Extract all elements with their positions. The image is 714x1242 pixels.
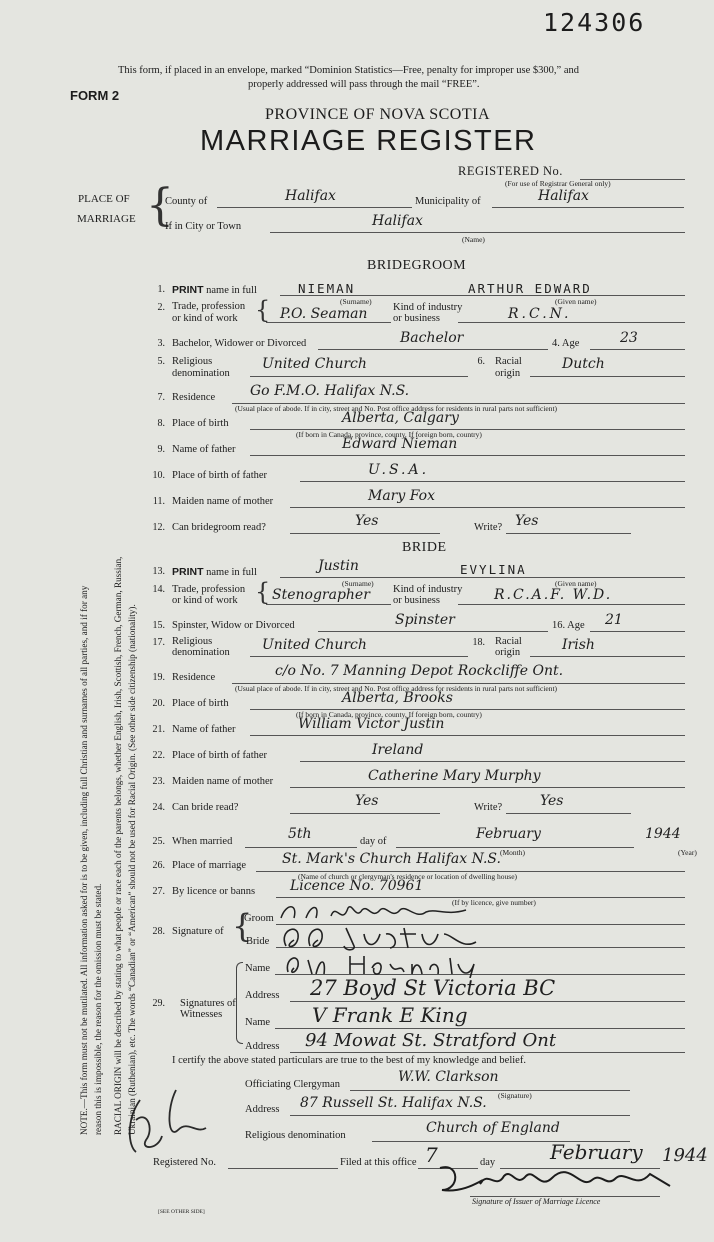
witness1-name-label: Name bbox=[245, 963, 271, 974]
father-birthplace-label: Place of birth of father bbox=[172, 470, 268, 481]
mail-notice-line-2: properly addressed will pass through the mail “FREE”. bbox=[248, 79, 480, 90]
side-note-line-2: reason this is impossible, the reason for the omission must be stated. bbox=[93, 883, 103, 1135]
item-number: 21. bbox=[152, 724, 165, 735]
licence-value: Licence No. 70961 bbox=[290, 878, 424, 894]
clergy-address-label: Address bbox=[245, 1104, 280, 1115]
residence-label: Residence bbox=[172, 672, 216, 683]
racial-label-1: Racial bbox=[495, 636, 522, 647]
licence-label: By licence or banns bbox=[172, 886, 256, 897]
residence-label: Residence bbox=[172, 392, 216, 403]
marriage-place-label: Place of marriage bbox=[172, 860, 247, 871]
bride-racial-origin: Irish bbox=[562, 637, 595, 653]
racial-label-2: origin bbox=[495, 368, 521, 379]
side-note-line-1: NOTE.—This form must not be mutilated. All information asked for is to be given, including full Christian and surnames of all parties, and if for any bbox=[79, 585, 89, 1135]
birthplace-label: Place of birth bbox=[172, 698, 229, 709]
item-number: 1. bbox=[157, 284, 165, 295]
registered-no-label: REGISTERED No. bbox=[458, 164, 563, 178]
print-label: PRINT bbox=[172, 284, 204, 296]
witness1-address: 27 Boyd St Victoria BC bbox=[310, 976, 556, 1000]
groom-birthplace: Alberta, Calgary bbox=[342, 410, 459, 426]
mother-label: Maiden name of mother bbox=[172, 776, 274, 787]
surname-note: (Surname) bbox=[342, 579, 374, 588]
item-number: 19. bbox=[152, 672, 165, 683]
item-number: 12. bbox=[152, 522, 165, 533]
item-number: 13. bbox=[152, 566, 165, 577]
filed-day: 7 bbox=[425, 1143, 438, 1167]
bride-age: 21 bbox=[605, 612, 623, 628]
clergy-address: 87 Russell St. Halifax N.S. bbox=[300, 1095, 487, 1111]
side-note-line-4: Ukrainian (Ruthenian), etc. The words “Canadian” or “American” should not be used for Racial Origin. (See other side citizenship (nationality). bbox=[127, 604, 137, 1135]
father-label: Name of father bbox=[172, 724, 236, 735]
city-name-note: (Name) bbox=[462, 235, 485, 244]
item-number: 22. bbox=[152, 750, 165, 761]
groom-trade: P.O. Seaman bbox=[280, 306, 368, 322]
groom-age-label bbox=[552, 338, 579, 349]
month-note: (Month) bbox=[500, 848, 525, 857]
form-label: FORM 2 bbox=[70, 88, 120, 103]
item-number: 27. bbox=[152, 886, 165, 897]
item-number: 11. bbox=[152, 496, 165, 507]
groom-age: 23 bbox=[620, 330, 638, 346]
groom-father-birthplace: U.S.A. bbox=[368, 462, 430, 478]
bride-industry: R.C.A.F. W.D. bbox=[494, 587, 613, 603]
age-label: Age bbox=[561, 338, 580, 349]
groom-residence: Go F.M.O. Halifax N.S. bbox=[250, 383, 410, 399]
item-number: 17. bbox=[152, 637, 165, 648]
religion-label-1: Religious bbox=[172, 636, 213, 647]
write-label: Write? bbox=[474, 802, 503, 813]
industry-label-1: Kind of industry bbox=[393, 302, 463, 313]
municipality-label: Municipality of bbox=[415, 196, 481, 207]
bride-residence: c/o No. 7 Manning Depot Rockcliffe Ont. bbox=[275, 663, 564, 679]
marriage-year: 1944 bbox=[645, 826, 681, 842]
given-name-note: (Given name) bbox=[555, 579, 597, 588]
item-number: 26. bbox=[152, 860, 165, 871]
groom-read-value: Yes bbox=[355, 513, 379, 529]
filed-month: February bbox=[550, 1140, 643, 1164]
witness1-name-signature bbox=[280, 950, 540, 978]
item-number: 28. bbox=[152, 926, 165, 937]
bride-status: Spinster bbox=[395, 612, 455, 628]
religion-label-2: denomination bbox=[172, 647, 230, 658]
given-name-note: (Given name) bbox=[555, 297, 597, 306]
groom-given-names: ARTHUR EDWARD bbox=[468, 281, 592, 296]
trade-label-1: Trade, profession bbox=[172, 301, 246, 312]
groom-racial-origin: Dutch bbox=[562, 356, 605, 372]
item-number: 24. bbox=[152, 802, 165, 813]
bride-religion: United Church bbox=[262, 637, 367, 653]
day-of-label: day of bbox=[360, 836, 387, 847]
serial-number: 124306 bbox=[543, 8, 646, 37]
bride-trade: Stenographer bbox=[272, 587, 370, 603]
bride-birthplace: Alberta, Brooks bbox=[342, 690, 453, 706]
licence-note: (If by licence, give number) bbox=[452, 898, 536, 907]
item-number: 18. bbox=[472, 637, 485, 648]
groom-surname: NIEMAN bbox=[298, 281, 356, 296]
trade-label-1: Trade, profession bbox=[172, 584, 246, 595]
filed-day-label: day bbox=[480, 1157, 496, 1168]
item-number: 25. bbox=[152, 836, 165, 847]
witness2-address: 94 Mowat St. Stratford Ont bbox=[305, 1030, 557, 1051]
witness1-address-label: Address bbox=[245, 990, 280, 1001]
bride-given-names: EVYLINA bbox=[460, 562, 527, 577]
marriage-month: February bbox=[476, 826, 541, 842]
bridegroom-heading: BRIDEGROOM bbox=[367, 258, 467, 273]
province-title: PROVINCE OF NOVA SCOTIA bbox=[265, 106, 491, 123]
item-number: 23. bbox=[152, 776, 165, 787]
issuer-note: Signature of Issuer of Marriage Licence bbox=[472, 1197, 601, 1206]
item-number: 6. bbox=[477, 356, 485, 367]
groom-label: Groom bbox=[244, 913, 274, 924]
groom-write-value: Yes bbox=[515, 513, 539, 529]
county-label: County of bbox=[165, 196, 208, 207]
signature-note: (Signature) bbox=[498, 1091, 532, 1100]
bride-signature bbox=[276, 920, 506, 954]
bride-father-birthplace: Ireland bbox=[372, 742, 424, 758]
city-value: Halifax bbox=[372, 213, 423, 229]
see-other-side-note: [SEE OTHER SIDE] bbox=[158, 1209, 205, 1215]
marriage-day: 5th bbox=[288, 826, 312, 842]
bride-father: William Victor Justin bbox=[298, 716, 445, 732]
item-number: 5. bbox=[157, 356, 165, 367]
racial-label-1: Racial bbox=[495, 356, 522, 367]
item-number: 16. bbox=[552, 620, 566, 631]
birthplace-label: Place of birth bbox=[172, 418, 229, 429]
witness2-address-label: Address bbox=[245, 1041, 280, 1052]
item-number: 7. bbox=[157, 392, 165, 403]
certify-statement: I certify the above stated particulars are true to the best of my knowledge and belief. bbox=[172, 1055, 526, 1066]
clergy-label: Officiating Clergyman bbox=[245, 1079, 340, 1090]
registered-no-bottom-label: Registered No. bbox=[153, 1157, 216, 1168]
religion-label-2: denomination bbox=[172, 368, 230, 379]
racial-label-2: origin bbox=[495, 647, 521, 658]
birthplace-note: (If born in Canada, province, county. If foreign born, country) bbox=[296, 430, 482, 439]
signature-of-label: Signature of bbox=[172, 926, 224, 937]
groom-industry: R.C.N. bbox=[508, 306, 572, 322]
industry-label-2: or business bbox=[393, 595, 440, 606]
mail-notice-line-1: This form, if placed in an envelope, marked “Dominion Statistics—Free, penalty for improper use $300,” and bbox=[118, 65, 580, 76]
item-number: 20. bbox=[152, 698, 165, 709]
municipality-value: Halifax bbox=[538, 188, 589, 204]
clergy-religion-label: Religious denomination bbox=[245, 1130, 346, 1141]
item-number: 29. bbox=[152, 998, 165, 1009]
father-birthplace-label: Place of birth of father bbox=[172, 750, 268, 761]
item-number: 3. bbox=[157, 338, 165, 349]
father-label: Name of father bbox=[172, 444, 236, 455]
witness-label-1: Signatures of bbox=[180, 998, 236, 1009]
residence-note: (Usual place of abode. If in city, street and No. Post office address for residents in rural parts not sufficient) bbox=[235, 404, 558, 413]
bride-age-label bbox=[552, 620, 585, 631]
bride-read-label: Can bride read? bbox=[172, 802, 239, 813]
filed-label: Filed at this office bbox=[340, 1157, 417, 1168]
marriage-register-form: 124306 This form, if placed in an envelope, marked “Dominion Statistics—Free, penalty for improper use $300,” and properly addressed will pass through the mail “FREE”. FORM 2 PROVINCE OF NOVA SCOTIA MARRIAGE REGISTER REGISTERED No. (For use of Registrar General only) PLACE OF MARRIAGE { County of Halifax Municipality of Halifax If in City or Town Halifax (Name) BRIDEGROOM 1. PRINT name in full NIEMAN ARTHUR EDWARD (Surname) (Given name) 2. Trade, profession or kind of work { P.O. Seaman Kind of industry or business R.C.N. 3. Bachelor, Widower or Divorced Bachelor 4. Age 23 5. Religious denomination United Church 6. Racial origin Dutch 7. Residence Go F.M.O. Halifax N.S. (Usual place of abode. If in city, street and No. Post office address for residents in rural parts not sufficient) 8. Place of birth Alberta, Calgary (If born in Canada, province, county. If foreign born, country) 9. Name of father Edward Nieman 10. Place of birth of father U.S.A. 11. Maiden name of mother Mary Fox 12. Can bridegroom read? Yes Write? Yes BRIDE 13. PRINT name in full Justin EVYLINA (Surname) (Given name) 14. Trade, profession or kind of work { Stenographer Kind of industry or business R.C.A.F. W.D. 15. Spinster, Widow or Divorced Spinster 16. Age 21 17. Religious denomination United Church 18. Racial origin Irish 19. Residence c/o No. 7 Manning Depot Rockcliffe Ont. (Usual place of abode. If in city, street and No. Post office address for residents in rural parts not sufficient) 20. Place of birth Alberta, Brooks (If born in Canada, province, county. If foreign born, country) 21. Name of father William Victor Justin 22. Place of birth of father Ireland 23. Maiden name of mother Catherine Mary Murphy 24. Can bride read? Yes Write? Yes 25. When married 5th day of February (Month) 1944 (Year) 26. Place of marriage St. Mark's Church Halifax N.S. (Name of church or clergyman's residence or location of dwelling house) 27. By licence or banns Licence No. 70961 (If by licence, give number) 28. Signature of { Groom Bride 29. Signatures of Witnesses Name Address 27 Boyd St Victoria BC Name V Frank E King Address 94 Mowat St. Stratford Ont I certify the above stated particulars are true to the best of my knowledge and belief. Officiating Clergyman W.W. Clarkson (Signature) Address 87 Russell St. Halifax N.S. Religious denomination Church of England Registered No. Filed at this office 7 day February 1944 Signature of Issuer of Marriage Licence NOTE.—This form must not be mutilated. All information asked for is to be given, including full Christian and surnames of all parties, and if for any reason this is impossible, the reason for the omission must be stated. RACIAL ORIGIN will be described by stating to what people or race each of the parents belongs, whether English, Irish, Scottish, French, German, Russian, Ukrainian (Ruthenian), etc. The words “Canadian” or “American” should not be used for Racial Origin. (See other side citizenship (nationality). [SEE OTHER SIDE] bbox=[70, 8, 708, 1215]
trade-label-2: or kind of work bbox=[172, 313, 238, 324]
place-label-2: MARRIAGE bbox=[77, 213, 136, 225]
write-label: Write? bbox=[474, 522, 503, 533]
mother-label: Maiden name of mother bbox=[172, 496, 274, 507]
religion-label-1: Religious bbox=[172, 356, 213, 367]
bride-mother: Catherine Mary Murphy bbox=[368, 768, 541, 784]
county-value: Halifax bbox=[285, 188, 336, 204]
groom-status-label: Bachelor, Widower or Divorced bbox=[172, 338, 307, 349]
marriage-place: St. Mark's Church Halifax N.S. bbox=[282, 851, 501, 867]
witness-label-2: Witnesses bbox=[180, 1009, 223, 1020]
groom-status: Bachelor bbox=[400, 330, 464, 346]
filed-year: 1944 bbox=[662, 1145, 708, 1166]
name-in-full-label: name in full bbox=[206, 567, 257, 578]
surname-note: (Surname) bbox=[340, 297, 372, 306]
bride-write-value: Yes bbox=[540, 793, 564, 809]
side-note-line-3: RACIAL ORIGIN will be described by stating to what people or race each of the parents belongs, whether English, Irish, Scottish, French, German, Russian, bbox=[113, 556, 123, 1135]
clergy-signature: W.W. Clarkson bbox=[398, 1069, 499, 1085]
groom-father: Edward Nieman bbox=[342, 436, 458, 452]
registrar-note: (For use of Registrar General only) bbox=[505, 179, 611, 188]
item-number: 4. bbox=[552, 338, 560, 349]
item-number: 15. bbox=[152, 620, 165, 631]
place-label-1: PLACE OF bbox=[78, 193, 130, 205]
item-number: 10. bbox=[152, 470, 165, 481]
print-label: PRINT bbox=[172, 566, 204, 578]
industry-label-1: Kind of industry bbox=[393, 584, 463, 595]
birthplace-note: (If born in Canada, province, county. If foreign born, country) bbox=[296, 710, 482, 719]
industry-label-2: or business bbox=[393, 313, 440, 324]
bride-surname: Justin bbox=[318, 558, 359, 574]
residence-note: (Usual place of abode. If in city, street and No. Post office address for residents in rural parts not sufficient) bbox=[235, 684, 558, 693]
clergy-religion: Church of England bbox=[426, 1120, 560, 1136]
item-number: 14. bbox=[152, 584, 165, 595]
witness2-name-label: Name bbox=[245, 1017, 271, 1028]
trade-label-2: or kind of work bbox=[172, 595, 238, 606]
bride-label: Bride bbox=[246, 936, 270, 947]
groom-mother: Mary Fox bbox=[368, 488, 436, 504]
issuer-signature bbox=[430, 1160, 690, 1198]
register-title: MARRIAGE REGISTER bbox=[200, 125, 537, 157]
age-label: Age bbox=[567, 620, 585, 631]
item-number: 9. bbox=[157, 444, 165, 455]
item-number: 8. bbox=[157, 418, 165, 429]
bride-read-value: Yes bbox=[355, 793, 379, 809]
when-married-label: When married bbox=[172, 836, 233, 847]
bride-status-label: Spinster, Widow or Divorced bbox=[172, 620, 295, 631]
witness2-name: V Frank E King bbox=[312, 1003, 468, 1027]
item-number: 2. bbox=[157, 302, 165, 313]
groom-read-label: Can bridegroom read? bbox=[172, 522, 266, 533]
marriage-place-note: (Name of church or clergyman's residence or location of dwelling house) bbox=[298, 872, 518, 881]
bride-heading: BRIDE bbox=[402, 540, 447, 555]
year-note: (Year) bbox=[678, 848, 697, 857]
groom-religion: United Church bbox=[262, 356, 367, 372]
city-label: If in City or Town bbox=[165, 221, 242, 232]
name-in-full-label: name in full bbox=[206, 285, 257, 296]
